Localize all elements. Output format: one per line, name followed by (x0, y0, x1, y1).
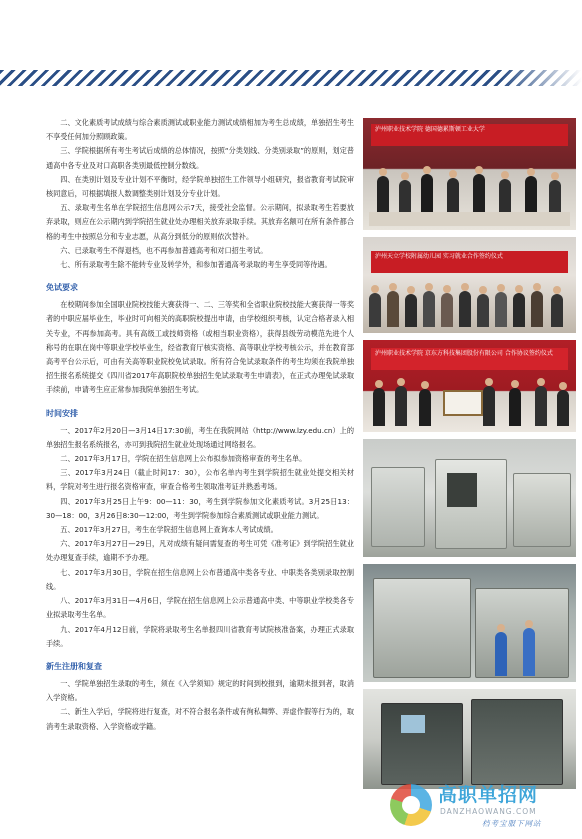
paragraph: 五、2017年3月27日，考生在学院招生信息网上查询本人考试成绩。 (60, 525, 278, 535)
paragraph: 一、2017年2月20日—3月14日17:30前，考生在我院网站（http://www.lzy.edu.cn）上的单独招生报名系统报名，亦可到我院招生就业处现场通过网络报名。 (46, 425, 354, 449)
machine (475, 588, 569, 678)
paragraph: 九、2017年4月12日前，学院将录取考生名单报四川省教育考试院核准备案，办理正式录取手续。 (46, 624, 354, 648)
machine-window (447, 473, 477, 507)
paragraph: 五、录取考生名单在学院招生信息网公示7天，接受社会监督。公示期间，拟录取考生若要放弃录取，则应在公示期内到学院招生就业处办理相关放弃录取手续。其放弃名额可在所有条件都合格的考生中按照总分和专业志愿，从高分到低分的原则依次替补。 (46, 203, 354, 241)
technician (495, 632, 507, 676)
photo-banner: 泸州职业技术学院 德国德累斯顿工业大学 (371, 124, 568, 146)
photo-banner: 泸州职业技术学院 京东方科技集团股份有限公司 合作协议签约仪式 (371, 348, 568, 370)
people-group (363, 289, 576, 327)
paragraph: 四、在类别计划及专业计划不平衡时，经学院单独招生工作领导小组研究，报省教育考试院审核同意后，可根据填报人数调整类别计划及分专业计划。 (46, 174, 354, 199)
paragraph: 二、文化素质考试成绩与综合素质测试或职业能力测试成绩相加为考生总成绩，单独招生考生不享受任何加分照顾政策。 (46, 118, 354, 142)
photo-column (363, 118, 576, 796)
exemption-section (46, 282, 354, 397)
machine (471, 699, 563, 785)
paragraph: 三、2017年3月24日（截止时间17：30），公布名单内考生到学院招生就业处提交相关材料，学院对考生进行报名资格审查，审查合格考生领取准考证并熟悉考场。 (46, 468, 354, 492)
section-heading-registration: 新生注册和复查 (46, 661, 102, 671)
machine (513, 473, 571, 547)
paragraph: 六、2017年3月27日—29日，凡对成绩有疑问需复查的考生可凭《准考证》到学院招生就业处办理复查手续，逾期不予办理。 (46, 539, 354, 563)
paragraph: 二、新生入学后，学院将进行复查，对不符合报名条件或有徇私舞弊、弄虚作假等行为的，取消考生录取资格、入学资格或学籍。 (46, 707, 354, 731)
watermark-url: DANZHAOWANG.COM (440, 807, 537, 816)
photo-boe-signing (363, 340, 576, 432)
machine (371, 467, 425, 547)
photo-technicians-training (363, 564, 576, 682)
photo-cnc-workshop (363, 439, 576, 557)
watermark-slogan: 档考宝服下网站 (482, 819, 542, 828)
main-text-column (46, 116, 354, 734)
photo-banner: 泸州天立学校附属幼儿园 实习就业合作签约仪式 (371, 251, 568, 273)
section-heading-exemption: 免试要求 (46, 283, 78, 293)
photo-machining-center (363, 689, 576, 789)
machine (373, 578, 471, 678)
paragraph: 七、所有录取考生除不能转专业及转学外，和参加普通高考录取的考生享受同等待遇。 (60, 260, 332, 270)
watermark-title: 高职单招网 (438, 784, 539, 806)
watermark-logo-icon (390, 784, 432, 826)
paragraph: 一、学院单独招生录取的考生，须在《入学须知》规定的时间到校报到，逾期未报到者，取消入学资格。 (46, 678, 354, 703)
schedule-section (46, 408, 354, 651)
signing-table (369, 212, 570, 226)
paragraph: 六、已录取考生不得退档，也不再参加普通高考和对口招生考试。 (60, 245, 268, 255)
paragraph: 四、2017年3月25日上午9：00—11：30，考生到学院参加文化素质考试。3月25日13：30—18：00，3月26日8:30—12:00，考生到学院参加综合素质测试或职业能力测试。 (46, 496, 354, 520)
site-watermark (390, 782, 580, 832)
registration-section (46, 661, 354, 734)
admission-rules-section (46, 116, 354, 272)
paragraph: 在校期间参加全国职业院校技能大赛获得一、二、三等奖和全省职业院校技能大赛获得一等奖者的中职应届毕业生，毕业时可向相关的高职院校提出申请，由学校组织考核，认定合格者录入相关专业，不再参加高考。具有高级工或技师资格（或相当职业资格），获得县级劳动模范先进个人称号的在职在岗中等职业学校毕业生，经省教育厅核实资格、高等职业学校考核公示，并在教育部高考平台公示后，可由有关高等职业院校免试录取。所有符合免试录取条件的考生均须在我院单独招生报名系统提交《四川省2017年高职院校单独招生免试录取考生申请表》，在正式办理免试录取手续前，申请考生应正常参加我院单独招生考试。 (46, 300, 354, 395)
section-heading-schedule: 时间安排 (46, 408, 78, 418)
decorative-stripe-band (0, 70, 582, 86)
photo-kindergarten-signing (363, 237, 576, 333)
paragraph: 七、2017年3月30日，学院在招生信息网上公布普通高中类各专业、中职类各类别录取控制线。 (46, 567, 354, 591)
photo-signing-ceremony-germany (363, 118, 576, 230)
paragraph: 八、2017年3月31日—4月6日，学院在招生信息网上公示普通高中类、中等职业学校类各专业拟录取考生名单。 (46, 596, 354, 620)
plaque (443, 390, 483, 416)
paragraph: 三、学院根据所有考生考试后成绩的总体情况，按照“分类划线、分类别录取”的原则，划定普通高中各专业及对口高职各类别最低控制分数线。 (46, 146, 354, 170)
machine-screen (401, 715, 425, 733)
paragraph: 二、2017年3月17日，学院在招生信息网上公布拟参加资格审查的考生名单。 (60, 454, 307, 464)
technician (523, 628, 535, 676)
